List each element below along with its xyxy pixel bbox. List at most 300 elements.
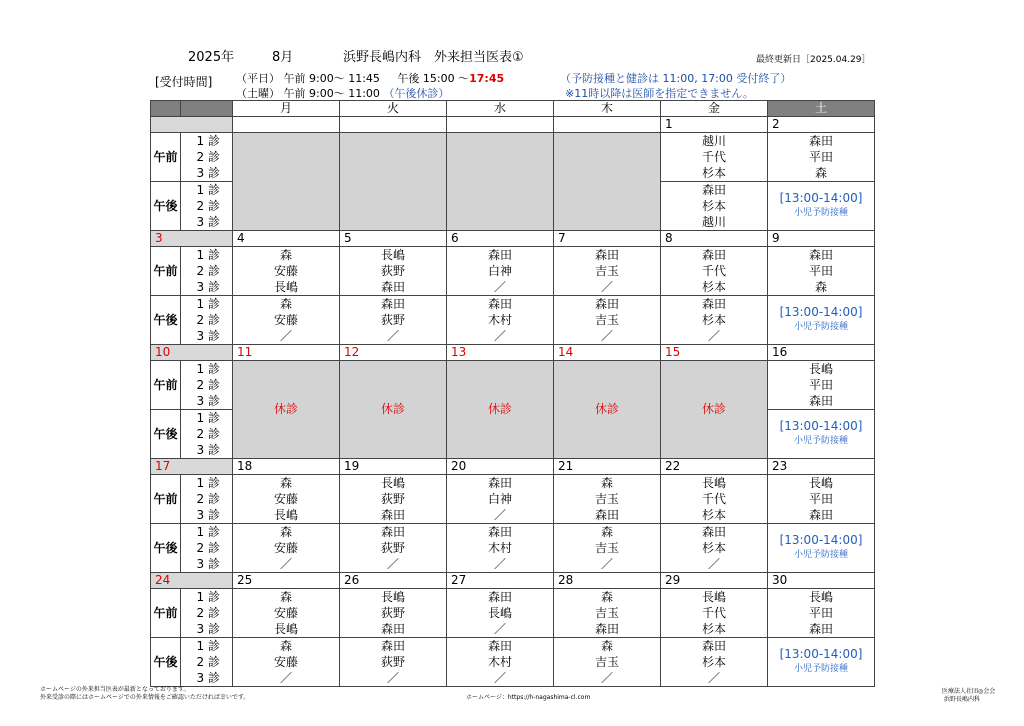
afternoon-row (151, 296, 875, 345)
doctor-cell (340, 638, 447, 687)
doctor-name: 森田 (380, 508, 405, 522)
doctor-cell (768, 247, 875, 296)
doctor-name: 木村 (487, 313, 512, 327)
date-cell: 20 (447, 459, 554, 475)
doctor-name: 長嶋 (380, 248, 405, 262)
doctor-cell (661, 296, 768, 345)
doctor-name: 森田 (487, 590, 512, 604)
no-clinic-cell (233, 133, 340, 231)
pediatric-time: [13:00-14:00] (779, 305, 863, 319)
doctor-cell (661, 247, 768, 296)
closed-cell: 休診 (340, 361, 447, 459)
slot-label: 3 診 (196, 329, 220, 343)
doctor-name: 荻野 (380, 264, 405, 278)
doctor-cell (768, 133, 875, 182)
afternoon-label: 午後 (151, 296, 181, 345)
slot-labels (181, 410, 233, 459)
slot-label: 2 診 (196, 199, 220, 213)
month: 8月 (272, 50, 294, 65)
pediatric-time: [13:00-14:00] (779, 191, 863, 205)
date-cell: 5 (340, 231, 447, 247)
afternoon-label: 午後 (151, 524, 181, 573)
date-cell: 30 (768, 573, 875, 589)
no-doctor-slash: ／ (707, 557, 720, 571)
date-row (151, 117, 875, 133)
schedule-table (150, 100, 875, 687)
slot-label: 1 診 (196, 525, 220, 539)
date-cell: 12 (340, 345, 447, 361)
doctor-name: 長嶋 (701, 590, 726, 604)
slot-label: 2 診 (196, 427, 220, 441)
date-cell: 27 (447, 573, 554, 589)
doctor-name: 杉本 (701, 541, 726, 555)
doctor-name: 長嶋 (808, 476, 833, 490)
no-doctor-slash: ／ (600, 329, 613, 343)
doctor-name: 長嶋 (273, 508, 298, 522)
pediatric-vaccination-cell (768, 182, 875, 231)
date-cell: 16 (768, 345, 875, 361)
doctor-name: 千代 (701, 492, 726, 506)
closed-cell: 休診 (447, 361, 554, 459)
weekday-am: 午前 9:00～ 11:45 (283, 72, 380, 85)
no-doctor-slash: ／ (493, 557, 506, 571)
date-cell: 2 (768, 117, 875, 133)
doctor-name: 荻野 (380, 492, 405, 506)
doctor-name: 長嶋 (808, 362, 833, 376)
doctor-name: 森田 (701, 248, 726, 262)
doctor-cell (554, 247, 661, 296)
doctor-name: 平田 (808, 264, 833, 278)
pediatric-vaccination-cell (768, 410, 875, 459)
no-doctor-slash: ／ (386, 557, 399, 571)
doctor-name: 荻野 (380, 655, 405, 669)
closed-cell: 休診 (661, 361, 768, 459)
doctor-name: 平田 (808, 492, 833, 506)
slot-labels (181, 182, 233, 231)
sunday-date: 17 (151, 459, 233, 475)
doctor-name: 長嶋 (808, 590, 833, 604)
date-cell (233, 117, 340, 133)
weekday-header: 金 (661, 101, 768, 117)
weekday-header: 木 (554, 101, 661, 117)
slot-label: 2 診 (196, 655, 220, 669)
pediatric-time: [13:00-14:00] (779, 419, 863, 433)
pediatric-label: 小児予防接種 (793, 664, 848, 674)
saturday-am: 午前 9:00～ 11:00 (283, 87, 380, 100)
doctor-name: 平田 (808, 150, 833, 164)
doctor-cell (554, 638, 661, 687)
slot-label: 3 診 (196, 394, 220, 408)
weekday-pm: 午後 15:00 ～ (397, 72, 470, 85)
doctor-cell (554, 589, 661, 638)
doctor-name: 森田 (594, 297, 619, 311)
doctor-name: 森 (279, 525, 292, 539)
doctor-name: 森田 (701, 639, 726, 653)
morning-label: 午前 (151, 589, 181, 638)
pediatric-time: [13:00-14:00] (779, 533, 863, 547)
doctor-name: 安藤 (273, 492, 298, 506)
no-doctor-slash: ／ (493, 280, 506, 294)
date-cell (340, 117, 447, 133)
doctor-name: 森 (600, 590, 613, 604)
doctor-name: 吉玉 (594, 264, 619, 278)
doctor-name: 木村 (487, 541, 512, 555)
doctor-name: 越川 (701, 134, 726, 148)
doctor-name: 杉本 (701, 655, 726, 669)
doctor-name: 白神 (487, 492, 512, 506)
saturday-prefix: （土曜） (236, 87, 280, 100)
slot-label: 2 診 (196, 378, 220, 392)
doctor-name: 森田 (380, 280, 405, 294)
sunday-date: 10 (151, 345, 233, 361)
date-cell: 28 (554, 573, 661, 589)
slot-label: 2 診 (196, 606, 220, 620)
no-doctor-slash: ／ (279, 671, 292, 685)
doctor-name: 森 (600, 476, 613, 490)
date-cell: 26 (340, 573, 447, 589)
doctor-name: 森田 (594, 248, 619, 262)
doctor-name: 吉玉 (594, 655, 619, 669)
pediatric-time: [13:00-14:00] (779, 647, 863, 661)
morning-label: 午前 (151, 361, 181, 410)
morning-label: 午前 (151, 475, 181, 524)
doctor-name: 杉本 (701, 199, 726, 213)
date-cell: 7 (554, 231, 661, 247)
weekday-header: 月 (233, 101, 340, 117)
doctor-name: 木村 (487, 655, 512, 669)
doctor-cell (447, 296, 554, 345)
no-doctor-slash: ／ (386, 329, 399, 343)
doctor-name: 平田 (808, 378, 833, 392)
doctor-name: 森田 (380, 525, 405, 539)
pediatric-vaccination-cell (768, 524, 875, 573)
pediatric-label: 小児予防接種 (793, 322, 848, 332)
slot-label: 1 診 (196, 639, 220, 653)
slot-label: 3 診 (196, 215, 220, 229)
morning-label: 午前 (151, 247, 181, 296)
footer-org: 医療法人社団◎会会 (942, 688, 996, 695)
doctor-cell (447, 475, 554, 524)
doctor-name: 千代 (701, 150, 726, 164)
morning-row (151, 361, 875, 410)
doctor-cell (233, 475, 340, 524)
afternoon-row (151, 638, 875, 687)
doctor-cell (554, 475, 661, 524)
doctor-cell (447, 524, 554, 573)
doctor-name: 森 (279, 297, 292, 311)
doctor-cell (554, 524, 661, 573)
doctor-name: 長嶋 (380, 590, 405, 604)
weekday-prefix: （平日） (236, 72, 280, 85)
sunday-date (151, 117, 233, 133)
date-cell: 25 (233, 573, 340, 589)
doctor-name: 長嶋 (487, 606, 512, 620)
slot-label: 3 診 (196, 443, 220, 457)
slot-labels (181, 638, 233, 687)
no-doctor-slash: ／ (707, 671, 720, 685)
doctor-cell (340, 296, 447, 345)
doctor-cell (661, 133, 768, 182)
footer-homepage: ホームページ：https://h-nagashima-cl.com (466, 694, 591, 701)
doctor-cell (661, 475, 768, 524)
doctor-name: 白神 (487, 264, 512, 278)
doctor-cell (768, 475, 875, 524)
slot-label: 2 診 (196, 492, 220, 506)
weekday-header: 土 (768, 101, 875, 117)
page-title: 浜野長嶋内科 外来担当医表① (343, 50, 524, 65)
date-cell: 1 (661, 117, 768, 133)
doctor-cell (233, 638, 340, 687)
date-cell: 29 (661, 573, 768, 589)
date-cell: 23 (768, 459, 875, 475)
doctor-name: 安藤 (273, 655, 298, 669)
closed-cell: 休診 (233, 361, 340, 459)
date-row (151, 459, 875, 475)
doctor-name: 安藤 (273, 264, 298, 278)
doctor-name: 千代 (701, 606, 726, 620)
no-doctor-slash: ／ (279, 329, 292, 343)
no-clinic-cell (447, 133, 554, 231)
no-clinic-cell (340, 133, 447, 231)
no-doctor-slash: ／ (707, 329, 720, 343)
slot-label: 1 診 (196, 297, 220, 311)
doctor-name: 森 (279, 248, 292, 262)
sunday-date: 24 (151, 573, 233, 589)
no-doctor-slash: ／ (493, 329, 506, 343)
morning-row (151, 133, 875, 182)
doctor-cell (661, 182, 768, 231)
saturday-hours (236, 85, 449, 101)
doctor-name: 森田 (380, 639, 405, 653)
no-doctor-slash: ／ (600, 557, 613, 571)
date-cell: 22 (661, 459, 768, 475)
doctor-name: 吉玉 (594, 606, 619, 620)
date-cell: 4 (233, 231, 340, 247)
morning-row (151, 475, 875, 524)
doctor-name: 杉本 (701, 166, 726, 180)
date-cell: 21 (554, 459, 661, 475)
weekday-header: 水 (447, 101, 554, 117)
slot-label: 2 診 (196, 541, 220, 555)
doctor-cell (447, 638, 554, 687)
slot-labels (181, 475, 233, 524)
date-cell: 19 (340, 459, 447, 475)
doctor-name: 森田 (487, 248, 512, 262)
slot-labels (181, 589, 233, 638)
slot-label: 2 診 (196, 313, 220, 327)
slot-label: 2 診 (196, 150, 220, 164)
doctor-name: 森 (600, 525, 613, 539)
date-cell: 14 (554, 345, 661, 361)
no-doctor-slash: ／ (279, 557, 292, 571)
doctor-cell (340, 247, 447, 296)
morning-row (151, 247, 875, 296)
doctor-cell (554, 296, 661, 345)
doctor-cell (233, 524, 340, 573)
pediatric-label: 小児予防接種 (793, 550, 848, 560)
doctor-name: 吉玉 (594, 313, 619, 327)
doctor-name: 平田 (808, 606, 833, 620)
doctor-name: 安藤 (273, 541, 298, 555)
date-cell: 13 (447, 345, 554, 361)
slot-label: 3 診 (196, 671, 220, 685)
doctor-name: 杉本 (701, 622, 726, 636)
doctor-name: 森 (279, 590, 292, 604)
slot-label: 3 診 (196, 166, 220, 180)
doctor-name: 長嶋 (380, 476, 405, 490)
footer-note-2: 外来受診の際にはホームページでの外来情報をご確認いただければ幸いです。 (40, 694, 250, 701)
doctor-name: 長嶋 (273, 622, 298, 636)
slot-label: 1 診 (196, 476, 220, 490)
doctor-name: 越川 (701, 215, 726, 229)
sunday-date: 3 (151, 231, 233, 247)
doctor-name: 安藤 (273, 606, 298, 620)
pediatric-label: 小児予防接種 (793, 436, 848, 446)
doctor-name: 杉本 (701, 280, 726, 294)
morning-label: 午前 (151, 133, 181, 182)
doctor-name: 安藤 (273, 313, 298, 327)
slot-labels (181, 361, 233, 410)
year: 2025年 (188, 50, 235, 65)
doctor-name: 森 (600, 639, 613, 653)
afternoon-label: 午後 (151, 638, 181, 687)
weekday-hours (236, 70, 504, 86)
slot-label: 3 診 (196, 557, 220, 571)
date-cell: 18 (233, 459, 340, 475)
doctor-name: 森 (814, 280, 827, 294)
doctor-name: 森田 (808, 622, 833, 636)
doctor-cell (661, 524, 768, 573)
doctor-name: 杉本 (701, 313, 726, 327)
date-cell: 11 (233, 345, 340, 361)
doctor-cell (447, 589, 554, 638)
doctor-name: 森田 (808, 248, 833, 262)
slot-label: 3 診 (196, 508, 220, 522)
pediatric-vaccination-cell (768, 296, 875, 345)
doctor-name: 森田 (701, 525, 726, 539)
doctor-name: 荻野 (380, 606, 405, 620)
slot-label: 3 診 (196, 280, 220, 294)
date-cell: 15 (661, 345, 768, 361)
doctor-name: 森田 (808, 394, 833, 408)
doctor-name: 森 (814, 166, 827, 180)
date-cell: 8 (661, 231, 768, 247)
no-doctor-slash: ／ (493, 622, 506, 636)
slot-labels (181, 524, 233, 573)
doctor-cell (661, 638, 768, 687)
doctor-name: 千代 (701, 264, 726, 278)
weekday-header: 火 (340, 101, 447, 117)
doctor-cell (233, 247, 340, 296)
doctor-name: 長嶋 (701, 476, 726, 490)
doctor-cell (447, 247, 554, 296)
hours-label: [受付時間] (155, 75, 213, 89)
doctor-name: 森田 (487, 476, 512, 490)
doctor-cell (340, 475, 447, 524)
doctor-name: 森田 (487, 297, 512, 311)
no-doctor-slash: ／ (386, 671, 399, 685)
doctor-cell (768, 361, 875, 410)
no-doctor-slash: ／ (600, 671, 613, 685)
slot-label: 2 診 (196, 264, 220, 278)
saturday-note: （午後休診） (383, 87, 450, 100)
doctor-name: 吉玉 (594, 492, 619, 506)
doctor-name: 森 (279, 476, 292, 490)
weekday-note: （予防接種と健診は 11:00, 17:00 受付終了） (560, 72, 792, 85)
doctor-cell (340, 524, 447, 573)
doctor-name: 森田 (808, 134, 833, 148)
doctor-name: 森田 (594, 508, 619, 522)
afternoon-label: 午後 (151, 410, 181, 459)
slot-label: 1 診 (196, 362, 220, 376)
header-corner (151, 101, 181, 117)
doctor-name: 森田 (808, 508, 833, 522)
afternoon-label: 午後 (151, 182, 181, 231)
doctor-cell (661, 589, 768, 638)
doctor-name: 吉玉 (594, 541, 619, 555)
afternoon-row (151, 524, 875, 573)
closed-cell: 休診 (554, 361, 661, 459)
doctor-name: 長嶋 (273, 280, 298, 294)
date-cell: 9 (768, 231, 875, 247)
doctor-cell (340, 589, 447, 638)
doctor-cell (233, 296, 340, 345)
slot-labels (181, 296, 233, 345)
no-doctor-slash: ／ (600, 280, 613, 294)
doctor-name: 森田 (594, 622, 619, 636)
doctor-name: 森 (279, 639, 292, 653)
slot-label: 1 診 (196, 411, 220, 425)
pediatric-label: 小児予防接種 (793, 208, 848, 218)
note-doctor-selection: ※11時以降は医師を指定できません。 (565, 87, 754, 100)
doctor-cell (233, 589, 340, 638)
date-cell: 6 (447, 231, 554, 247)
pediatric-vaccination-cell (768, 638, 875, 687)
doctor-name: 荻野 (380, 313, 405, 327)
doctor-name: 森田 (487, 639, 512, 653)
date-cell (447, 117, 554, 133)
date-cell (554, 117, 661, 133)
last-updated: 最終更新日［2025.04.29］ (756, 55, 871, 65)
footer-clinic: 浜野長嶋内科 (944, 696, 981, 703)
date-row (151, 345, 875, 361)
weekday-pm-end: 17:45 (469, 72, 505, 85)
no-clinic-cell (554, 133, 661, 231)
doctor-name: 荻野 (380, 541, 405, 555)
date-row (151, 231, 875, 247)
header-corner (181, 101, 233, 117)
morning-row (151, 589, 875, 638)
doctor-name: 森田 (380, 622, 405, 636)
doctor-cell (768, 589, 875, 638)
slot-label: 1 診 (196, 134, 220, 148)
slot-label: 1 診 (196, 183, 220, 197)
doctor-name: 森田 (701, 297, 726, 311)
no-doctor-slash: ／ (493, 671, 506, 685)
date-row (151, 573, 875, 589)
slot-label: 1 診 (196, 590, 220, 604)
doctor-name: 森田 (487, 525, 512, 539)
slot-labels (181, 247, 233, 296)
slot-labels (181, 133, 233, 182)
doctor-name: 森田 (380, 297, 405, 311)
slot-label: 3 診 (196, 622, 220, 636)
no-doctor-slash: ／ (493, 508, 506, 522)
doctor-name: 杉本 (701, 508, 726, 522)
doctor-name: 森田 (701, 183, 726, 197)
slot-label: 1 診 (196, 248, 220, 262)
weekday-header-row (151, 101, 875, 117)
